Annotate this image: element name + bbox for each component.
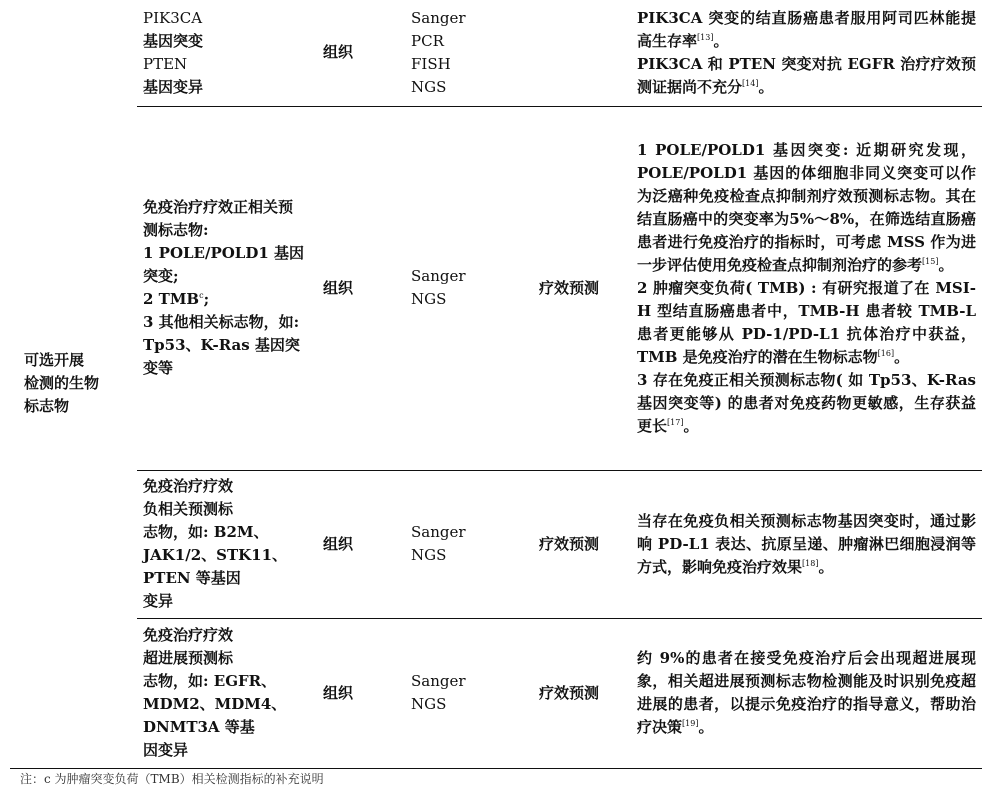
description-cell: 约 9%的患者在接受免疫治疗后会出现超进展现象，相关超进展预测标志物检测能及时识别免疫超进展的患者，以提示免疫治疗的指导意义，帮助治疗决策[19]。 [629, 618, 982, 768]
sample-cell: 组织 [313, 618, 401, 768]
sample-cell: 组织 [313, 470, 401, 618]
sample-cell: 组织 [313, 0, 401, 106]
method-cell: Sanger NGS [401, 106, 509, 470]
footnote: 注：c 为肿瘤突变负荷（TMB）相关检测指标的补充说明 [20, 772, 324, 786]
purpose-cell [509, 0, 629, 106]
biomarker-cell: 免疫治疗疗效正相关预测标志物: 1 POLE/POLD1 基因突变; 2 TMB$^c$; 3 其他相关标志物，如: Tp53、K-Ras 基因突变等 [137, 106, 313, 470]
category-cell: 可选开展 检测的生物 标志物 [10, 0, 137, 768]
biomarker-table [10, 0, 982, 769]
purpose-cell: 疗效预测 [509, 106, 629, 470]
table-row [10, 618, 982, 768]
table-row [10, 470, 982, 618]
table-row [10, 106, 982, 470]
method-cell: Sanger PCR FISH NGS [401, 0, 509, 106]
biomarker-cell: 免疫治疗疗效 超进展预测标 志物，如: EGFR、 MDM2、MDM4、 DNMT3A 等基 因变异 [137, 618, 313, 768]
sample-cell: 组织 [313, 106, 401, 470]
method-cell: Sanger NGS [401, 470, 509, 618]
biomarker-cell: PIK3CA 基因突变 PTEN 基因变异 [137, 0, 313, 106]
biomarker-cell: 免疫治疗疗效 负相关预测标 志物，如: B2M、 JAK1/2、STK11、 PTEN 等基因 变异 [137, 470, 313, 618]
purpose-cell: 疗效预测 [509, 618, 629, 768]
purpose-cell: 疗效预测 [509, 470, 629, 618]
description-cell: PIK3CA 突变的结直肠癌患者服用阿司匹林能提高生存率[13]。 PIK3CA 和 PTEN 突变对抗 EGFR 治疗疗效预测证据尚不充分[14]。 [629, 0, 982, 106]
description-cell: 1 POLE/POLD1 基因突变: 近期研究发现，POLE/POLD1 基因的体细胞非同义突变可以作为泛癌种免疫检查点抑制剂疗效预测标志物。其在结直肠癌中的突变率为5%～8%，在筛选结直肠癌患者进行免疫治疗的指标时，可考虑 MSS 作为进一步评估使用免疫检查点抑制剂治疗的参考[15]。 2 肿瘤突变负荷( TMB) : 有研究报道了在 MSI-H 型结直肠癌患者中，TMB-H 患者较 TMB-L 患者更能够从 PD-1/PD-L1 抗体治疗中获益，TMB 是免疫治疗的潜在生物标志物[16]。 3 存在免疫正相关预测标志物( 如 Tp53、K-Ras 基因突变等) 的患者对免疫药物更敏感，生存获益更长[17]。 [629, 106, 982, 470]
description-cell: 当存在免疫负相关预测标志物基因突变时，通过影响 PD-L1 表达、抗原呈递、肿瘤淋巴细胞浸润等方式，影响免疫治疗效果[18]。 [629, 470, 982, 618]
method-cell: Sanger NGS [401, 618, 509, 768]
table-row [10, 0, 982, 106]
